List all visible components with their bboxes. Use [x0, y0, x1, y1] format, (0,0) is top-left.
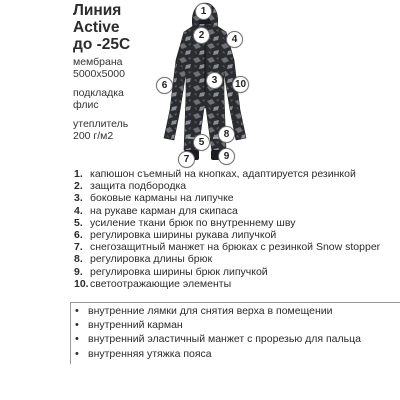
feature-text: регулировка длины брюк — [90, 253, 213, 266]
feature-item — [74, 217, 396, 229]
extra-text: внутренние лямки для снятия верха в помещении — [88, 305, 333, 317]
bullet-icon: • — [75, 347, 79, 360]
callout-2: 2 — [193, 27, 210, 44]
feature-item — [74, 253, 396, 265]
feature-item — [74, 192, 396, 204]
spec-membrane — [73, 56, 125, 80]
feature-number: 10. — [74, 277, 89, 290]
callout-6: 6 — [156, 77, 173, 94]
feature-item — [74, 266, 396, 278]
bullet-icon: • — [75, 305, 79, 317]
feature-number: 7. — [74, 241, 83, 254]
feature-item — [74, 241, 396, 253]
feature-text: светоотражающие элементы — [90, 277, 232, 290]
feature-number: 8. — [74, 253, 83, 266]
title-line: до -25С — [73, 36, 131, 53]
feature-item — [74, 168, 396, 180]
feature-text: на рукаве карман для скипаса — [90, 204, 238, 217]
feature-number: 9. — [74, 265, 83, 278]
callout-10: 10 — [232, 76, 249, 93]
spec-value: 5000х5000 — [73, 68, 125, 80]
feature-text: снегозащитный манжет на брюках с резинкой Snow stopper — [90, 241, 381, 254]
feature-number: 4. — [74, 204, 83, 217]
bullet-icon: • — [75, 319, 79, 332]
extra-item — [75, 319, 400, 331]
feature-item — [74, 180, 396, 192]
extra-text: внутренняя утяжка пояса — [88, 347, 212, 360]
feature-text: капюшон съемный на кнопках, адаптируется резинкой — [90, 168, 356, 180]
callout-3: 3 — [206, 72, 223, 89]
feature-item — [74, 229, 396, 241]
spec-label: подкладка — [73, 87, 124, 99]
feature-text: усиление ткани брюк по внутреннему шву — [90, 216, 296, 229]
callout-1: 1 — [195, 3, 212, 20]
callout-5: 5 — [193, 134, 210, 151]
feature-number: 6. — [74, 229, 83, 242]
feature-number: 3. — [74, 192, 83, 205]
spec-value: 200 г/м2 — [73, 130, 114, 142]
feature-text: боковые карманы на липучке — [90, 192, 234, 205]
callout-9: 9 — [218, 148, 235, 165]
spec-lining — [73, 87, 124, 111]
feature-number: 5. — [74, 216, 83, 229]
feature-item — [74, 205, 396, 217]
callout-8: 8 — [218, 126, 235, 143]
spec-label: утеплитель — [73, 118, 129, 130]
feature-item — [74, 278, 396, 290]
product-title — [73, 2, 130, 53]
title-line: Линия — [73, 2, 122, 19]
feature-text: регулировка ширины брюк липучкой — [90, 265, 268, 278]
feature-text: регулировка ширины рукава липучкой — [90, 229, 277, 242]
feature-text: защита подбородка — [90, 180, 187, 193]
features-list — [74, 168, 396, 290]
snowsuit-illustration — [150, 0, 260, 170]
feature-number: 1. — [74, 168, 83, 180]
spec-value: флис — [73, 99, 99, 111]
extra-item — [75, 333, 400, 345]
extras-list — [70, 302, 400, 364]
bullet-icon: • — [75, 333, 79, 346]
callout-4: 4 — [226, 31, 243, 48]
spec-insulation — [73, 118, 128, 142]
spec-label: мембрана — [73, 56, 123, 68]
callout-7: 7 — [178, 151, 195, 168]
feature-number: 2. — [74, 180, 83, 193]
title-line: Active — [73, 19, 120, 36]
extra-text: внутренний карман — [88, 319, 183, 332]
extra-text: внутренний эластичный манжет с прорезью для пальца — [88, 333, 361, 346]
extra-item — [75, 348, 400, 360]
extra-item — [75, 305, 400, 317]
